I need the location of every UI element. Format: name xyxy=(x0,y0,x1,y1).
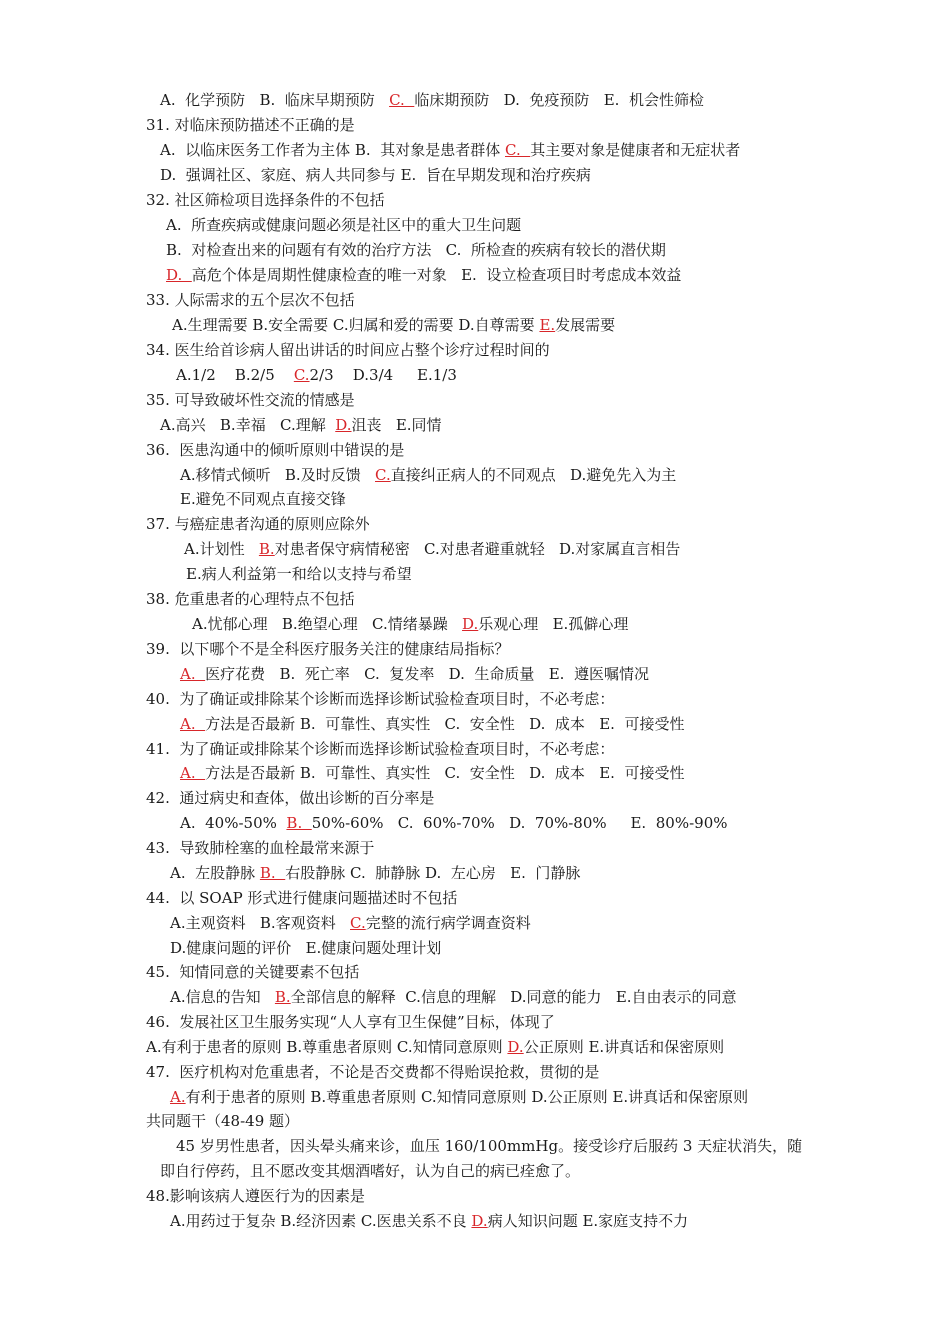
answer-marker: A. xyxy=(170,1088,186,1106)
text-line xyxy=(180,489,346,509)
answer-marker: B. xyxy=(286,814,312,832)
line-text: A.高兴 B.幸福 C.理解 xyxy=(160,416,336,434)
text-line xyxy=(146,1062,599,1082)
answer-marker: C. xyxy=(293,366,310,384)
text-line xyxy=(166,265,681,285)
text-line xyxy=(146,340,550,360)
text-line xyxy=(146,739,614,759)
line-text: A. 左股静脉 xyxy=(170,864,260,882)
text-line xyxy=(146,440,404,460)
line-text: 即自行停药，且不愿改变其烟酒嗜好，认为自己的病已痊愈了。 xyxy=(160,1162,581,1180)
line-text: A.有利于患者的原则 B.尊重患者原则 C.知情同意原则 xyxy=(146,1038,508,1056)
line-text: 48.影响该病人遵医行为的因素是 xyxy=(146,1187,365,1205)
line-text: 31. 对临床预防描述不正确的是 xyxy=(146,116,355,134)
line-text: 沮丧 E.同情 xyxy=(351,416,442,434)
text-line xyxy=(146,1186,365,1206)
text-line xyxy=(160,140,740,160)
line-text: 39. 以下哪个不是全科医疗服务关注的健康结局指标？ xyxy=(146,640,510,658)
line-text: E.病人利益第一和给以支持与希望 xyxy=(186,565,412,583)
text-line xyxy=(176,1136,802,1156)
line-text: 乐观心理 E.孤僻心理 xyxy=(478,615,629,633)
line-text: 对患者保守病情秘密 C.对患者避重就轻 D.对家属直言相告 xyxy=(274,540,681,558)
text-line xyxy=(166,240,666,260)
line-text: A.计划性 xyxy=(184,540,259,558)
line-text: 有利于患者的原则 B.尊重患者原则 C.知情同意原则 D.公正原则 E.讲真话和保密原则 xyxy=(185,1088,749,1106)
text-line xyxy=(180,763,684,783)
answer-marker: E. xyxy=(539,316,556,334)
line-text: 36. 医患沟通中的倾听原则中错误的是 xyxy=(146,441,405,459)
text-line xyxy=(170,913,531,933)
answer-marker: D. xyxy=(166,266,192,284)
answer-marker: D. xyxy=(471,1212,488,1230)
line-text: 45 岁男性患者，因头晕头痛来诊，血压 160/100mmHg。接受诊疗后服药 3 天症状消失，随 xyxy=(176,1137,803,1155)
text-line xyxy=(146,115,355,135)
line-text: 高危个体是周期性健康检查的唯一对象 E. 设立检查项目时考虑成本效益 xyxy=(191,266,682,284)
line-text: B. 对检查出来的问题有有效的治疗方法 C. 所检查的疾病有较长的潜伏期 xyxy=(166,241,666,259)
line-text: 完整的流行病学调查资料 xyxy=(365,914,531,932)
text-line xyxy=(146,888,457,908)
line-text: 直接纠正病人的不同观点 D.避免先入为主 xyxy=(390,466,677,484)
line-text: 方法是否最新 B. 可靠性、真实性 C. 安全性 D. 成本 E. 可接受性 xyxy=(205,764,685,782)
line-text: 2/3 D.3/4 E.1/3 xyxy=(309,366,457,384)
text-line xyxy=(186,564,412,584)
text-line xyxy=(180,813,728,833)
line-text: 38. 危重患者的心理特点不包括 xyxy=(146,590,355,608)
text-line xyxy=(146,514,370,534)
line-text: 33. 人际需求的五个层次不包括 xyxy=(146,291,355,309)
line-text: D.健康问题的评价 E.健康问题处理计划 xyxy=(170,939,442,957)
line-text: A.1/2 B.2/5 xyxy=(176,366,294,384)
line-text: 发展需要 xyxy=(555,316,616,334)
answer-marker: B. xyxy=(258,540,275,558)
line-text: 共同题干（48-49 题） xyxy=(146,1112,300,1130)
answer-marker: A. xyxy=(180,715,206,733)
answer-marker: D. xyxy=(462,615,479,633)
text-line xyxy=(160,415,442,435)
answer-marker: D. xyxy=(335,416,352,434)
answer-marker: A. xyxy=(180,764,206,782)
text-line xyxy=(146,290,355,310)
text-line xyxy=(180,714,684,734)
answer-marker: B. xyxy=(259,864,286,882)
line-text: 46. 发展社区卫生服务实现“人人享有卫生保健”目标，体现了 xyxy=(146,1013,555,1031)
text-line xyxy=(176,365,457,385)
line-text: 43. 导致肺栓塞的血栓最常来源于 xyxy=(146,839,375,857)
text-line xyxy=(170,1211,688,1231)
answer-marker: C. xyxy=(350,914,366,932)
text-line xyxy=(160,90,704,110)
answer-marker: B. xyxy=(274,988,291,1006)
text-line xyxy=(192,614,628,634)
text-line xyxy=(146,1037,724,1057)
line-text: 45. 知情同意的关键要素不包括 xyxy=(146,963,360,981)
line-text: A.用药过于复杂 B.经济因素 C.医患关系不良 xyxy=(170,1212,472,1230)
line-text: 44. 以 SOAP 形式进行健康问题描述时不包括 xyxy=(146,889,458,907)
text-line xyxy=(184,539,680,559)
text-line xyxy=(160,1161,580,1181)
text-line xyxy=(170,1087,748,1107)
text-line xyxy=(146,788,434,808)
line-text: 全部信息的解释 C.信息的理解 D.同意的能力 E.自由表示的同意 xyxy=(290,988,737,1006)
answer-marker: C. xyxy=(375,466,391,484)
line-text: 公正原则 E.讲真话和保密原则 xyxy=(523,1038,725,1056)
line-text: A.移情式倾听 B.及时反馈 xyxy=(180,466,376,484)
line-text: 临床期预防 D. 免疫预防 E. 机会性筛检 xyxy=(414,91,704,109)
line-text: 34. 医生给首诊病人留出讲话的时间应占整个诊疗过程时间的 xyxy=(146,341,550,359)
line-text: 右股静脉 C. 肺静脉 D. 左心房 E. 门静脉 xyxy=(285,864,581,882)
line-text: 35. 可导致破坏性交流的情感是 xyxy=(146,391,355,409)
text-line xyxy=(172,315,615,335)
text-line xyxy=(170,938,441,958)
line-text: E.避免不同观点直接交锋 xyxy=(180,490,346,508)
line-text: A. 所查疾病或健康问题必须是社区中的重大卫生问题 xyxy=(166,216,522,234)
line-text: 32. 社区筛检项目选择条件的不包括 xyxy=(146,191,385,209)
text-line xyxy=(146,1111,299,1131)
line-text: 41. 为了确证或排除某个诊断而选择诊断试验检查项目时，不必考虑： xyxy=(146,740,615,758)
answer-marker: D. xyxy=(507,1038,524,1056)
line-text: 病人知识问题 E.家庭支持不力 xyxy=(487,1212,689,1230)
text-line xyxy=(146,962,359,982)
text-line xyxy=(146,589,355,609)
text-line xyxy=(146,689,614,709)
text-line xyxy=(160,165,591,185)
text-line xyxy=(180,465,676,485)
line-text: A.忧郁心理 B.绝望心理 C.情绪暴躁 xyxy=(192,615,463,633)
answer-marker: C. xyxy=(389,91,415,109)
line-text: 其主要对象是健康者和无症状者 xyxy=(530,141,741,159)
line-text: 37. 与癌症患者沟通的原则应除外 xyxy=(146,515,370,533)
line-text: A.主观资料 B.客观资料 xyxy=(170,914,351,932)
line-text: 42. 通过病史和查体，做出诊断的百分率是 xyxy=(146,789,435,807)
text-line xyxy=(170,863,580,883)
text-line xyxy=(146,390,355,410)
line-text: 47. 医疗机构对危重患者，不论是否交费都不得贻误抢救，贯彻的是 xyxy=(146,1063,600,1081)
line-text: A. 以临床医务工作者为主体 B. 其对象是患者群体 xyxy=(160,141,506,159)
answer-marker: A. xyxy=(180,665,206,683)
text-line xyxy=(146,639,509,659)
line-text: 方法是否最新 B. 可靠性、真实性 C. 安全性 D. 成本 E. 可接受性 xyxy=(205,715,685,733)
line-text: A. 40%-50% xyxy=(180,814,287,832)
line-text: A.信息的告知 xyxy=(170,988,275,1006)
text-line xyxy=(170,987,737,1007)
text-line xyxy=(146,838,374,858)
line-text: 40. 为了确证或排除某个诊断而选择诊断试验检查项目时，不必考虑： xyxy=(146,690,615,708)
line-text: A.生理需要 B.安全需要 C.归属和爱的需要 D.自尊需要 xyxy=(172,316,540,334)
text-line xyxy=(166,215,521,235)
line-text: 50%-60% C. 60%-70% D. 70%-80% E. 80%-90% xyxy=(311,814,728,832)
line-text: A. 化学预防 B. 临床早期预防 xyxy=(160,91,390,109)
line-text: 医疗花费 B. 死亡率 C. 复发率 D. 生命质量 E. 遵医嘱情况 xyxy=(205,665,649,683)
text-line xyxy=(180,664,649,684)
text-line xyxy=(146,1012,555,1032)
answer-marker: C. xyxy=(505,141,531,159)
line-text: D. 强调社区、家庭、病人共同参与 E. 旨在早期发现和治疗疾病 xyxy=(160,166,591,184)
text-line xyxy=(146,190,385,210)
